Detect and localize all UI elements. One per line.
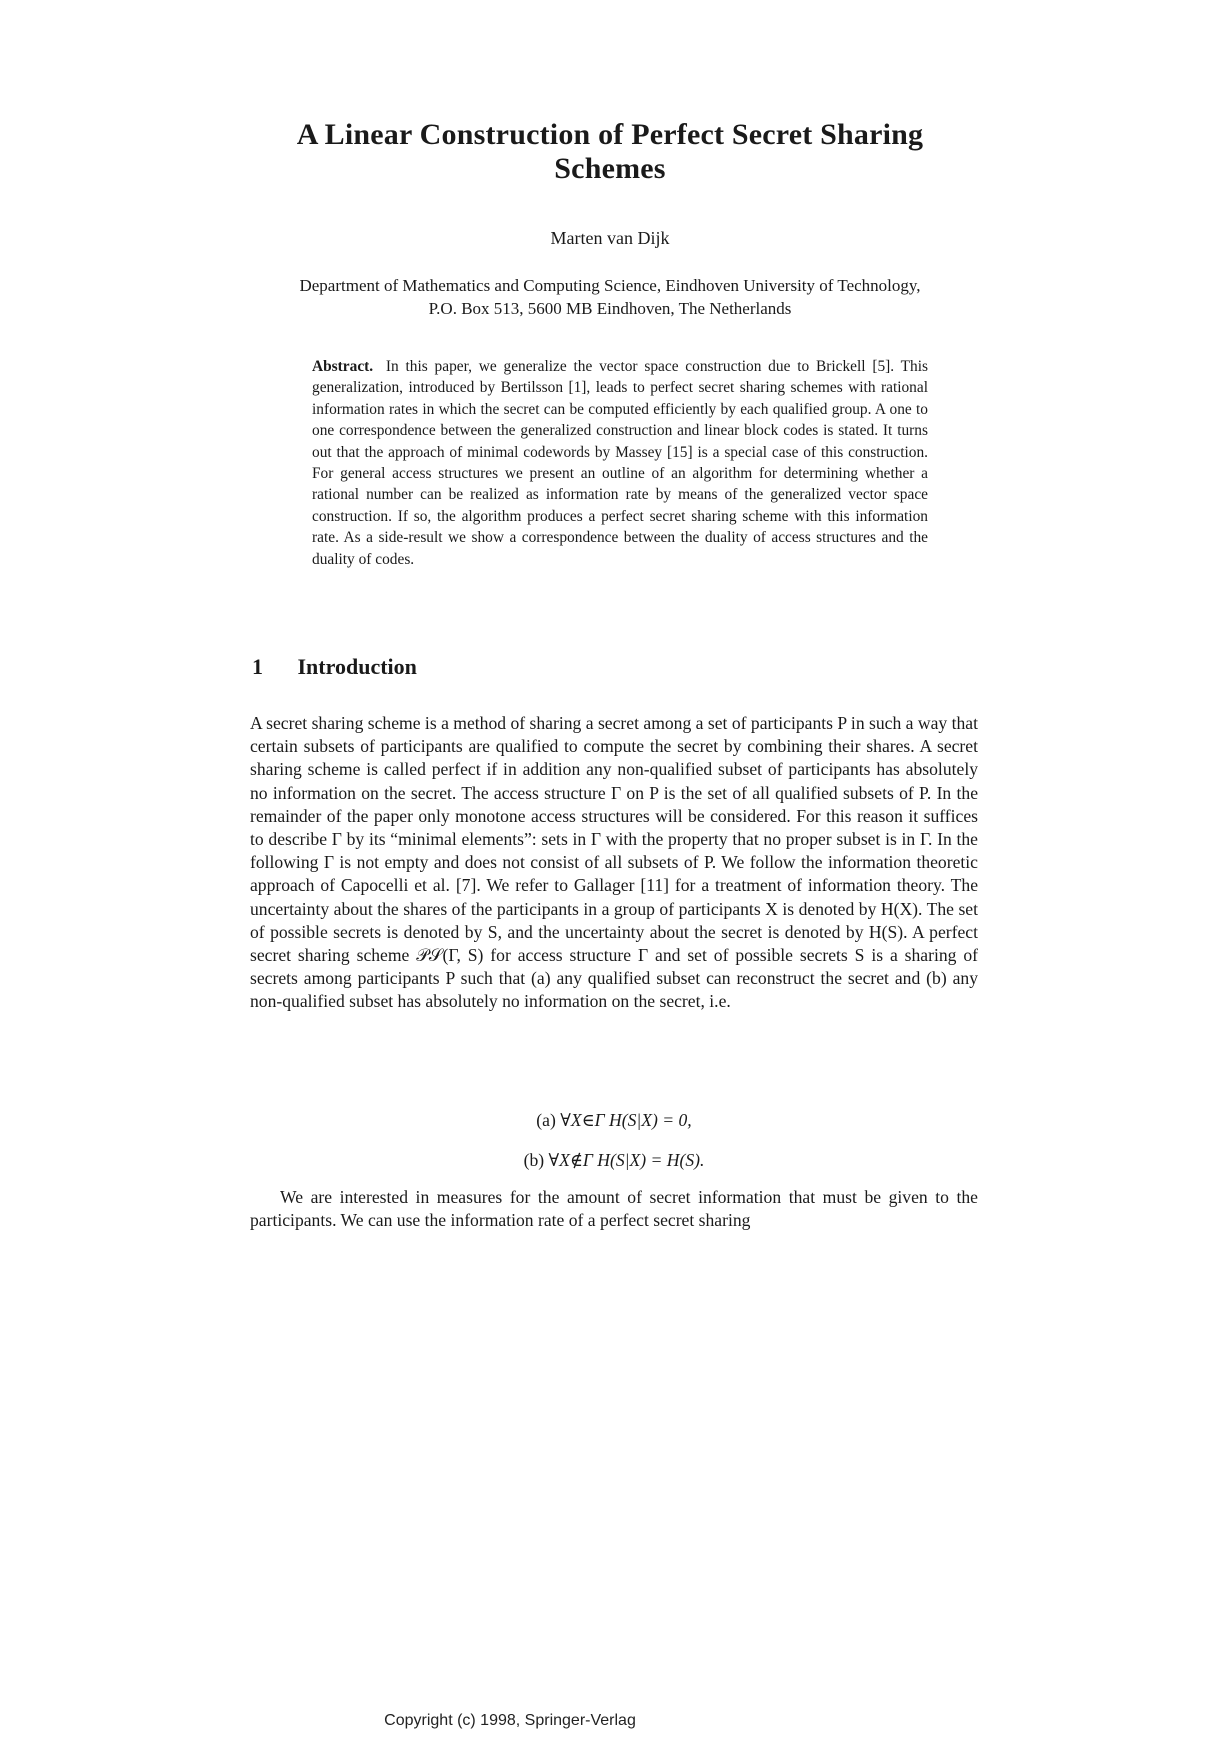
section-heading-introduction <box>252 654 417 680</box>
author-name: Marten van Dijk <box>550 228 670 248</box>
equation-a-body: ∀X∈Γ H(S|X) = 0, <box>560 1110 692 1130</box>
section-title: Introduction <box>297 654 417 679</box>
copyright-footer: Copyright (c) 1998, Springer-Verlag <box>384 1712 636 1729</box>
paper-title: A Linear Construction of Perfect Secret Sharing Schemes <box>296 118 924 185</box>
equation-b-body: ∀X∉Γ H(S|X) = H(S). <box>548 1150 705 1170</box>
equation-a-label: (a) <box>536 1110 556 1130</box>
closing-paragraph: We are interested in measures for the amount of secret information that must be given to the participants. We can use the information rate of a perfect secret sharing <box>250 1187 978 1231</box>
abstract <box>312 356 928 570</box>
equation-b-label: (b) <box>523 1150 545 1170</box>
abstract-label: Abstract. <box>312 358 374 375</box>
equation-block <box>250 1100 978 1180</box>
section-number: 1 <box>252 654 263 679</box>
equation-a <box>250 1100 978 1140</box>
introduction-paragraph: A secret sharing scheme is a method of sharing a secret among a set of participants P in such a way that certain subsets of participants are qualified to compute the secret by combining their shares. A secret sharing scheme is called perfect if in addition any non-qualified subset of participants has absolutely no information on the secret. The access structure Γ on P is the set of all qualified subsets of P. In the remainder of the paper only monotone access structures will be considered. For this reason it suffices to describe Γ by its “minimal elements”: sets in Γ with the property that no proper subset is in Γ. In the following Γ is not empty and does not consist of all subsets of P. We follow the information theoretic approach of Capocelli et al. [7]. We refer to Gallager [11] for a treatment of information theory. The uncertainty about the shares of the participants in a group of participants X is denoted by H(X). The set of possible secrets is denoted by S, and the uncertainty about the secret is denoted by H(S). A perfect secret sharing scheme 𝒫𝒮(Γ, S) for access structure Γ and set of possible secrets S is a sharing of secrets among participants P such that (a) any qualified subset can reconstruct the secret and (b) any non-qualified subset has absolutely no information on the secret, i.e. <box>250 713 978 1012</box>
abstract-text: In this paper, we generalize the vector space construction due to Brickell [5]. This generalization, introduced by Bertilsson [1], leads to perfect secret sharing schemes with rational information rates in which the secret can be computed efficiently by each qualified group. A one to one correspondence between the generalized construction and linear block codes is stated. It turns out that the approach of minimal codewords by Massey [15] is a special case of this construction. For general access structures we present an outline of an algorithm for determining whether a rational number can be realized as information rate by means of the generalized vector space construction. If so, the algorithm produces a perfect secret sharing scheme with this information rate. As a side-result we show a correspondence between the duality of access structures and the duality of codes. <box>312 358 928 568</box>
equation-b <box>250 1140 978 1180</box>
author-affiliation: Department of Mathematics and Computing Science, Eindhoven University of Technology, P.O. Box 513, 5600 MB Eindhoven, The Netherlands <box>299 276 921 318</box>
